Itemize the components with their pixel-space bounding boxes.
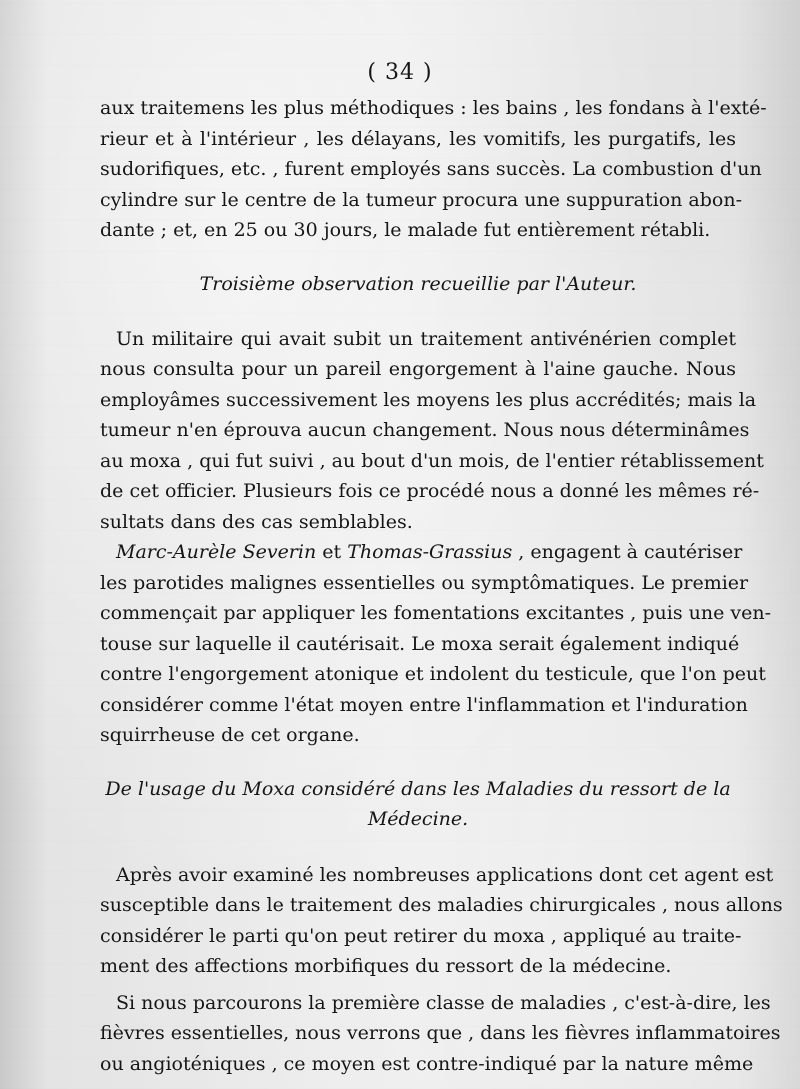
text-line [100,537,743,568]
text-line: Si nous parcourons la première classe de maladies , c'est-à-dire, les [116,991,771,1014]
text-line: nous consulta pour un pareil engorgement à l'aine gauche. Nous [100,358,736,380]
page-text [100,93,783,1079]
author-name: Marc-Aurèle Severin [116,541,317,563]
text-line: Un militaire qui avait subit un traitement antivénérien complet [116,327,736,350]
text-line: squirrheuse de cet organe. [100,724,360,746]
text-line: susceptible dans le traitement des maladies chirurgicales , nous allons [100,894,783,916]
text-line: cylindre sur le centre de la tumeur procura une suppuration abon- [100,188,743,211]
text-line: ou angioténiques , ce moyen est contre-indiqué par la nature même [100,1052,754,1075]
text-line: sudorifiques, etc. , furent employés sans succès. La combustion d'un [100,158,762,180]
text-line: Après avoir examiné les nombreuses applications dont cet agent est [116,863,774,886]
text-line: de cet officier. Plusieurs fois ce procédé nous a donné les mêmes ré- [100,480,760,502]
text-line: contre l'engorgement atonique et indolent du testicule, que l'on peut [100,663,766,685]
text-line: considérer comme l'état moyen entre l'inflammation et l'induration [100,693,748,716]
text-line: touse sur laquelle il cautérisait. Le moxa serait également indiqué [100,632,740,655]
text-line: les parotides malignes essentielles ou symptômatiques. Le premier [100,571,749,594]
paragraph-after-examining [100,860,783,982]
paragraph-essential-fevers [100,988,781,1080]
author-name: Thomas-Grassius [347,541,513,563]
text-line: considérer le parti qu'on peut retirer du moxa , appliqué au traite- [100,924,742,947]
text-line: tumeur n'en éprouva aucun changement. Nous nous déterminâmes [100,419,750,441]
text-line: commençait par appliquer les fomentations excitantes , puis une ven- [100,602,772,624]
line-rest: , engagent à cautériser [512,541,743,563]
section-heading-moxa-usage: De l'usage du Moxa considéré dans les Maladies du ressort de la [105,777,731,800]
paragraph-continuation [100,93,767,246]
section-heading-moxa-usage-line2: Médecine. [367,807,469,830]
text-line: dante ; et, en 25 ou 30 jours, le malade fut entièrement rétabli. [100,219,711,241]
text-line: ment des affections morbifiques du ressort de la médecine. [100,955,672,977]
connector-text: et [316,541,348,563]
text-line: sultats dans des cas semblables. [100,510,413,533]
text-line: rieur et à l'intérieur , les délayans, les vomitifs, les purgatifs, les [100,127,736,150]
paragraph-military-case [100,324,764,538]
page-number: ( 34 ) [367,60,433,85]
text-line: fièvres essentielles, nous verrons que , dans les fièvres inflammatoires [100,1022,781,1044]
text-line: au moxa , qui fut suivi , au bout d'un mois, de l'entier rétablissement [100,449,764,472]
section-heading-third-observation: Troisième observation recueillie par l'Auteur. [199,272,637,295]
text-line: aux traitemens les plus méthodiques : les bains , les fondans à l'exté- [100,97,767,119]
paragraph-severin-grassius [100,537,772,751]
text-line: employâmes successivement les moyens les plus accrédités; mais la [100,388,757,411]
